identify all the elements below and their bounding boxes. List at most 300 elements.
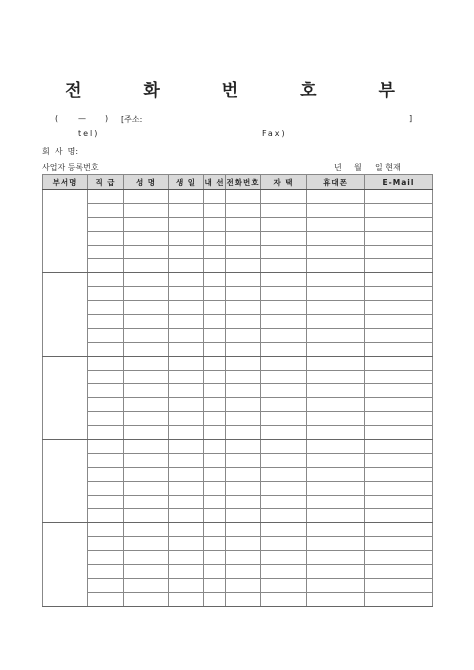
- entry-cell[interactable]: [226, 467, 261, 481]
- date-month-label: 월: [354, 163, 362, 172]
- entry-cell[interactable]: [124, 301, 169, 315]
- entry-cell[interactable]: [124, 287, 169, 301]
- entry-cell[interactable]: [124, 398, 169, 412]
- entry-cell[interactable]: [169, 217, 204, 231]
- entry-cell[interactable]: [169, 398, 204, 412]
- table-row: [43, 440, 433, 454]
- entry-cell[interactable]: [124, 315, 169, 329]
- header-email: E-Mail: [365, 175, 433, 190]
- entry-cell[interactable]: [261, 315, 307, 329]
- entry-cell[interactable]: [204, 287, 226, 301]
- entry-cell[interactable]: [226, 398, 261, 412]
- entry-cell[interactable]: [307, 523, 365, 537]
- header-extension: 내 선: [204, 175, 226, 190]
- entry-cell[interactable]: [124, 509, 169, 523]
- entry-cell[interactable]: [261, 203, 307, 217]
- entry-cell[interactable]: [88, 509, 124, 523]
- header-department: 부서명: [43, 175, 88, 190]
- entry-cell[interactable]: [204, 426, 226, 440]
- entry-cell[interactable]: [88, 467, 124, 481]
- entry-cell[interactable]: [307, 467, 365, 481]
- entry-cell[interactable]: [365, 578, 433, 592]
- phone-directory-table: [42, 174, 433, 607]
- entry-cell[interactable]: [169, 301, 204, 315]
- entry-cell[interactable]: [365, 467, 433, 481]
- entry-cell[interactable]: [204, 592, 226, 606]
- entry-cell[interactable]: [261, 495, 307, 509]
- entry-cell[interactable]: [307, 370, 365, 384]
- table-row: [43, 537, 433, 551]
- table-row: [43, 190, 433, 204]
- table-row: [43, 412, 433, 426]
- entry-cell[interactable]: [88, 370, 124, 384]
- tel-label: tel): [78, 129, 100, 138]
- entry-cell[interactable]: [169, 287, 204, 301]
- entry-cell[interactable]: [169, 578, 204, 592]
- header-name: 성 명: [124, 175, 169, 190]
- entry-cell[interactable]: [365, 301, 433, 315]
- entry-cell[interactable]: [365, 245, 433, 259]
- entry-cell[interactable]: [169, 551, 204, 565]
- table-row: [43, 315, 433, 329]
- entry-cell[interactable]: [226, 523, 261, 537]
- entry-cell[interactable]: [365, 217, 433, 231]
- entry-cell[interactable]: [169, 565, 204, 579]
- entry-cell[interactable]: [169, 190, 204, 204]
- entry-cell[interactable]: [204, 509, 226, 523]
- entry-cell[interactable]: [261, 398, 307, 412]
- address-close: ]: [409, 114, 413, 123]
- entry-cell[interactable]: [307, 412, 365, 426]
- table-row: [43, 356, 433, 370]
- entry-cell[interactable]: [307, 440, 365, 454]
- entry-cell[interactable]: [169, 537, 204, 551]
- entry-cell[interactable]: [124, 578, 169, 592]
- entry-cell[interactable]: [261, 342, 307, 356]
- entry-cell[interactable]: [204, 467, 226, 481]
- entry-cell[interactable]: [204, 231, 226, 245]
- entry-cell[interactable]: [261, 259, 307, 273]
- entry-cell[interactable]: [365, 231, 433, 245]
- entry-cell[interactable]: [124, 523, 169, 537]
- entry-cell[interactable]: [261, 217, 307, 231]
- entry-cell[interactable]: [88, 440, 124, 454]
- entry-cell[interactable]: [261, 356, 307, 370]
- entry-cell[interactable]: [365, 565, 433, 579]
- entry-cell[interactable]: [169, 384, 204, 398]
- entry-cell[interactable]: [169, 315, 204, 329]
- entry-cell[interactable]: [226, 273, 261, 287]
- entry-cell[interactable]: [169, 356, 204, 370]
- entry-cell[interactable]: [88, 342, 124, 356]
- table-row: [43, 231, 433, 245]
- department-cell[interactable]: [43, 356, 88, 439]
- entry-cell[interactable]: [204, 356, 226, 370]
- entry-cell[interactable]: [124, 245, 169, 259]
- entry-cell[interactable]: [261, 565, 307, 579]
- entry-cell[interactable]: [169, 203, 204, 217]
- table-row: [43, 398, 433, 412]
- entry-cell[interactable]: [226, 315, 261, 329]
- entry-cell[interactable]: [88, 565, 124, 579]
- entry-cell[interactable]: [365, 523, 433, 537]
- entry-cell[interactable]: [261, 287, 307, 301]
- entry-cell[interactable]: [169, 245, 204, 259]
- entry-cell[interactable]: [88, 301, 124, 315]
- entry-cell[interactable]: [169, 453, 204, 467]
- entry-cell[interactable]: [124, 203, 169, 217]
- entry-cell[interactable]: [204, 481, 226, 495]
- entry-cell[interactable]: [307, 565, 365, 579]
- entry-cell[interactable]: [169, 509, 204, 523]
- entry-cell[interactable]: [169, 426, 204, 440]
- entry-cell[interactable]: [204, 537, 226, 551]
- entry-cell[interactable]: [307, 315, 365, 329]
- entry-cell[interactable]: [365, 287, 433, 301]
- table-row: [43, 565, 433, 579]
- table-row: [43, 384, 433, 398]
- entry-cell[interactable]: [226, 217, 261, 231]
- entry-cell[interactable]: [124, 273, 169, 287]
- entry-cell[interactable]: [365, 370, 433, 384]
- entry-cell[interactable]: [365, 384, 433, 398]
- entry-cell[interactable]: [226, 440, 261, 454]
- entry-cell[interactable]: [124, 217, 169, 231]
- entry-cell[interactable]: [226, 565, 261, 579]
- entry-cell[interactable]: [204, 578, 226, 592]
- table-row: [43, 426, 433, 440]
- entry-cell[interactable]: [307, 342, 365, 356]
- entry-cell[interactable]: [88, 245, 124, 259]
- entry-cell[interactable]: [365, 453, 433, 467]
- department-cell[interactable]: [43, 190, 88, 273]
- department-cell[interactable]: [43, 440, 88, 523]
- entry-cell[interactable]: [169, 370, 204, 384]
- entry-cell[interactable]: [226, 231, 261, 245]
- entry-cell[interactable]: [365, 537, 433, 551]
- entry-cell[interactable]: [124, 342, 169, 356]
- entry-cell[interactable]: [365, 328, 433, 342]
- entry-cell[interactable]: [226, 287, 261, 301]
- entry-cell[interactable]: [307, 301, 365, 315]
- entry-cell[interactable]: [261, 370, 307, 384]
- entry-cell[interactable]: [204, 384, 226, 398]
- entry-cell[interactable]: [169, 467, 204, 481]
- entry-cell[interactable]: [169, 440, 204, 454]
- entry-cell[interactable]: [169, 328, 204, 342]
- entry-cell[interactable]: [88, 551, 124, 565]
- entry-cell[interactable]: [365, 481, 433, 495]
- entry-cell[interactable]: [124, 328, 169, 342]
- entry-cell[interactable]: [88, 273, 124, 287]
- table-row: [43, 481, 433, 495]
- entry-cell[interactable]: [204, 440, 226, 454]
- table-row: [43, 287, 433, 301]
- entry-cell[interactable]: [169, 342, 204, 356]
- zip-open: (: [55, 114, 59, 123]
- table-row: [43, 259, 433, 273]
- date-year-label: 년: [334, 163, 342, 172]
- entry-cell[interactable]: [169, 231, 204, 245]
- entry-cell[interactable]: [226, 495, 261, 509]
- entry-cell[interactable]: [88, 203, 124, 217]
- entry-cell[interactable]: [124, 537, 169, 551]
- header-phone: 전화번호: [226, 175, 261, 190]
- entry-cell[interactable]: [307, 481, 365, 495]
- header-mobile: 휴대폰: [307, 175, 365, 190]
- table-body: [43, 190, 433, 607]
- entry-cell[interactable]: [88, 537, 124, 551]
- address-label: [주소:: [121, 115, 143, 124]
- entry-cell[interactable]: [124, 412, 169, 426]
- entry-cell[interactable]: [261, 384, 307, 398]
- entry-cell[interactable]: [307, 384, 365, 398]
- entry-cell[interactable]: [204, 315, 226, 329]
- entry-cell[interactable]: [226, 328, 261, 342]
- entry-cell[interactable]: [169, 273, 204, 287]
- entry-cell[interactable]: [124, 440, 169, 454]
- entry-cell[interactable]: [307, 203, 365, 217]
- company-name-label: 회 사 명:: [42, 147, 79, 156]
- entry-cell[interactable]: [365, 342, 433, 356]
- entry-cell[interactable]: [204, 203, 226, 217]
- entry-cell[interactable]: [307, 537, 365, 551]
- entry-cell[interactable]: [169, 259, 204, 273]
- entry-cell[interactable]: [307, 217, 365, 231]
- table-row: [43, 342, 433, 356]
- entry-cell[interactable]: [124, 495, 169, 509]
- entry-cell[interactable]: [204, 245, 226, 259]
- entry-cell[interactable]: [88, 592, 124, 606]
- entry-cell[interactable]: [204, 342, 226, 356]
- header-position: 직 급: [88, 175, 124, 190]
- table-row: [43, 301, 433, 315]
- entry-cell[interactable]: [88, 578, 124, 592]
- entry-cell[interactable]: [307, 592, 365, 606]
- entry-cell[interactable]: [88, 412, 124, 426]
- table-row: [43, 370, 433, 384]
- entry-cell[interactable]: [226, 301, 261, 315]
- entry-cell[interactable]: [204, 273, 226, 287]
- table-row: [43, 328, 433, 342]
- entry-cell[interactable]: [124, 384, 169, 398]
- entry-cell[interactable]: [124, 370, 169, 384]
- entry-cell[interactable]: [204, 301, 226, 315]
- department-cell[interactable]: [43, 523, 88, 607]
- entry-cell[interactable]: [365, 315, 433, 329]
- entry-cell[interactable]: [226, 551, 261, 565]
- entry-cell[interactable]: [88, 231, 124, 245]
- entry-cell[interactable]: [88, 384, 124, 398]
- table-row: [43, 203, 433, 217]
- entry-cell[interactable]: [365, 259, 433, 273]
- table-row: [43, 509, 433, 523]
- entry-cell[interactable]: [365, 426, 433, 440]
- entry-cell[interactable]: [226, 384, 261, 398]
- entry-cell[interactable]: [226, 509, 261, 523]
- entry-cell[interactable]: [261, 578, 307, 592]
- entry-cell[interactable]: [365, 190, 433, 204]
- entry-cell[interactable]: [124, 481, 169, 495]
- entry-cell[interactable]: [124, 231, 169, 245]
- entry-cell[interactable]: [261, 245, 307, 259]
- table-row: [43, 495, 433, 509]
- entry-cell[interactable]: [261, 551, 307, 565]
- entry-cell[interactable]: [307, 231, 365, 245]
- entry-cell[interactable]: [88, 398, 124, 412]
- entry-cell[interactable]: [226, 481, 261, 495]
- entry-cell[interactable]: [226, 412, 261, 426]
- entry-cell[interactable]: [88, 495, 124, 509]
- entry-cell[interactable]: [88, 259, 124, 273]
- zip-dash: —: [78, 114, 86, 123]
- entry-cell[interactable]: [226, 190, 261, 204]
- entry-cell[interactable]: [204, 551, 226, 565]
- entry-cell[interactable]: [124, 190, 169, 204]
- page-title: 전 화 번 호 부: [65, 81, 423, 101]
- entry-cell[interactable]: [204, 190, 226, 204]
- table-row: [43, 592, 433, 606]
- entry-cell[interactable]: [261, 523, 307, 537]
- entry-cell[interactable]: [226, 342, 261, 356]
- entry-cell[interactable]: [261, 537, 307, 551]
- fax-label: Fax): [262, 129, 287, 138]
- entry-cell[interactable]: [226, 592, 261, 606]
- entry-cell[interactable]: [204, 259, 226, 273]
- entry-cell[interactable]: [365, 398, 433, 412]
- entry-cell[interactable]: [169, 592, 204, 606]
- entry-cell[interactable]: [204, 217, 226, 231]
- entry-cell[interactable]: [124, 467, 169, 481]
- entry-cell[interactable]: [226, 245, 261, 259]
- entry-cell[interactable]: [88, 356, 124, 370]
- registration-number-label: 사업자 등록번호: [42, 163, 99, 172]
- entry-cell[interactable]: [261, 328, 307, 342]
- entry-cell[interactable]: [261, 592, 307, 606]
- table-header-row: [43, 175, 433, 190]
- entry-cell[interactable]: [226, 537, 261, 551]
- table-row: [43, 578, 433, 592]
- entry-cell[interactable]: [226, 426, 261, 440]
- entry-cell[interactable]: [307, 356, 365, 370]
- entry-cell[interactable]: [169, 495, 204, 509]
- entry-cell[interactable]: [88, 426, 124, 440]
- entry-cell[interactable]: [261, 440, 307, 454]
- entry-cell[interactable]: [365, 440, 433, 454]
- entry-cell[interactable]: [365, 509, 433, 523]
- entry-cell[interactable]: [261, 467, 307, 481]
- entry-cell[interactable]: [204, 453, 226, 467]
- entry-cell[interactable]: [88, 328, 124, 342]
- entry-cell[interactable]: [261, 412, 307, 426]
- entry-cell[interactable]: [307, 509, 365, 523]
- entry-cell[interactable]: [307, 190, 365, 204]
- zip-close: ): [105, 114, 109, 123]
- entry-cell[interactable]: [204, 565, 226, 579]
- table-row: [43, 467, 433, 481]
- entry-cell[interactable]: [307, 259, 365, 273]
- entry-cell[interactable]: [307, 578, 365, 592]
- entry-cell[interactable]: [124, 592, 169, 606]
- entry-cell[interactable]: [307, 245, 365, 259]
- table-row: [43, 453, 433, 467]
- entry-cell[interactable]: [226, 356, 261, 370]
- entry-cell[interactable]: [261, 231, 307, 245]
- entry-cell[interactable]: [169, 523, 204, 537]
- entry-cell[interactable]: [88, 315, 124, 329]
- entry-cell[interactable]: [307, 398, 365, 412]
- entry-cell[interactable]: [124, 453, 169, 467]
- header-birthday: 생 일: [169, 175, 204, 190]
- entry-cell[interactable]: [365, 551, 433, 565]
- entry-cell[interactable]: [204, 370, 226, 384]
- date-day-label: 일 현재: [375, 163, 401, 172]
- entry-cell[interactable]: [307, 426, 365, 440]
- entry-cell[interactable]: [307, 453, 365, 467]
- entry-cell[interactable]: [124, 259, 169, 273]
- entry-cell[interactable]: [88, 287, 124, 301]
- entry-cell[interactable]: [307, 495, 365, 509]
- entry-cell[interactable]: [204, 412, 226, 426]
- table-row: [43, 523, 433, 537]
- entry-cell[interactable]: [88, 481, 124, 495]
- entry-cell[interactable]: [261, 426, 307, 440]
- entry-cell[interactable]: [261, 301, 307, 315]
- entry-cell[interactable]: [88, 523, 124, 537]
- entry-cell[interactable]: [365, 495, 433, 509]
- table-row: [43, 551, 433, 565]
- entry-cell[interactable]: [226, 259, 261, 273]
- entry-cell[interactable]: [226, 203, 261, 217]
- entry-cell[interactable]: [204, 328, 226, 342]
- department-cell[interactable]: [43, 273, 88, 356]
- table-row: [43, 217, 433, 231]
- entry-cell[interactable]: [261, 481, 307, 495]
- entry-cell[interactable]: [204, 495, 226, 509]
- entry-cell[interactable]: [365, 203, 433, 217]
- entry-cell[interactable]: [204, 398, 226, 412]
- entry-cell[interactable]: [88, 217, 124, 231]
- entry-cell[interactable]: [226, 578, 261, 592]
- entry-cell[interactable]: [88, 190, 124, 204]
- entry-cell[interactable]: [169, 412, 204, 426]
- entry-cell[interactable]: [261, 453, 307, 467]
- table-row: [43, 273, 433, 287]
- entry-cell[interactable]: [124, 551, 169, 565]
- entry-cell[interactable]: [307, 328, 365, 342]
- entry-cell[interactable]: [261, 190, 307, 204]
- entry-cell[interactable]: [169, 481, 204, 495]
- entry-cell[interactable]: [226, 370, 261, 384]
- entry-cell[interactable]: [365, 412, 433, 426]
- entry-cell[interactable]: [124, 426, 169, 440]
- entry-cell[interactable]: [204, 523, 226, 537]
- entry-cell[interactable]: [261, 273, 307, 287]
- entry-cell[interactable]: [365, 592, 433, 606]
- table-row: [43, 245, 433, 259]
- entry-cell[interactable]: [226, 453, 261, 467]
- entry-cell[interactable]: [261, 509, 307, 523]
- entry-cell[interactable]: [88, 453, 124, 467]
- entry-cell[interactable]: [124, 356, 169, 370]
- entry-cell[interactable]: [307, 551, 365, 565]
- entry-cell[interactable]: [365, 356, 433, 370]
- entry-cell[interactable]: [307, 273, 365, 287]
- entry-cell[interactable]: [124, 565, 169, 579]
- entry-cell[interactable]: [365, 273, 433, 287]
- header-home: 자 택: [261, 175, 307, 190]
- entry-cell[interactable]: [307, 287, 365, 301]
